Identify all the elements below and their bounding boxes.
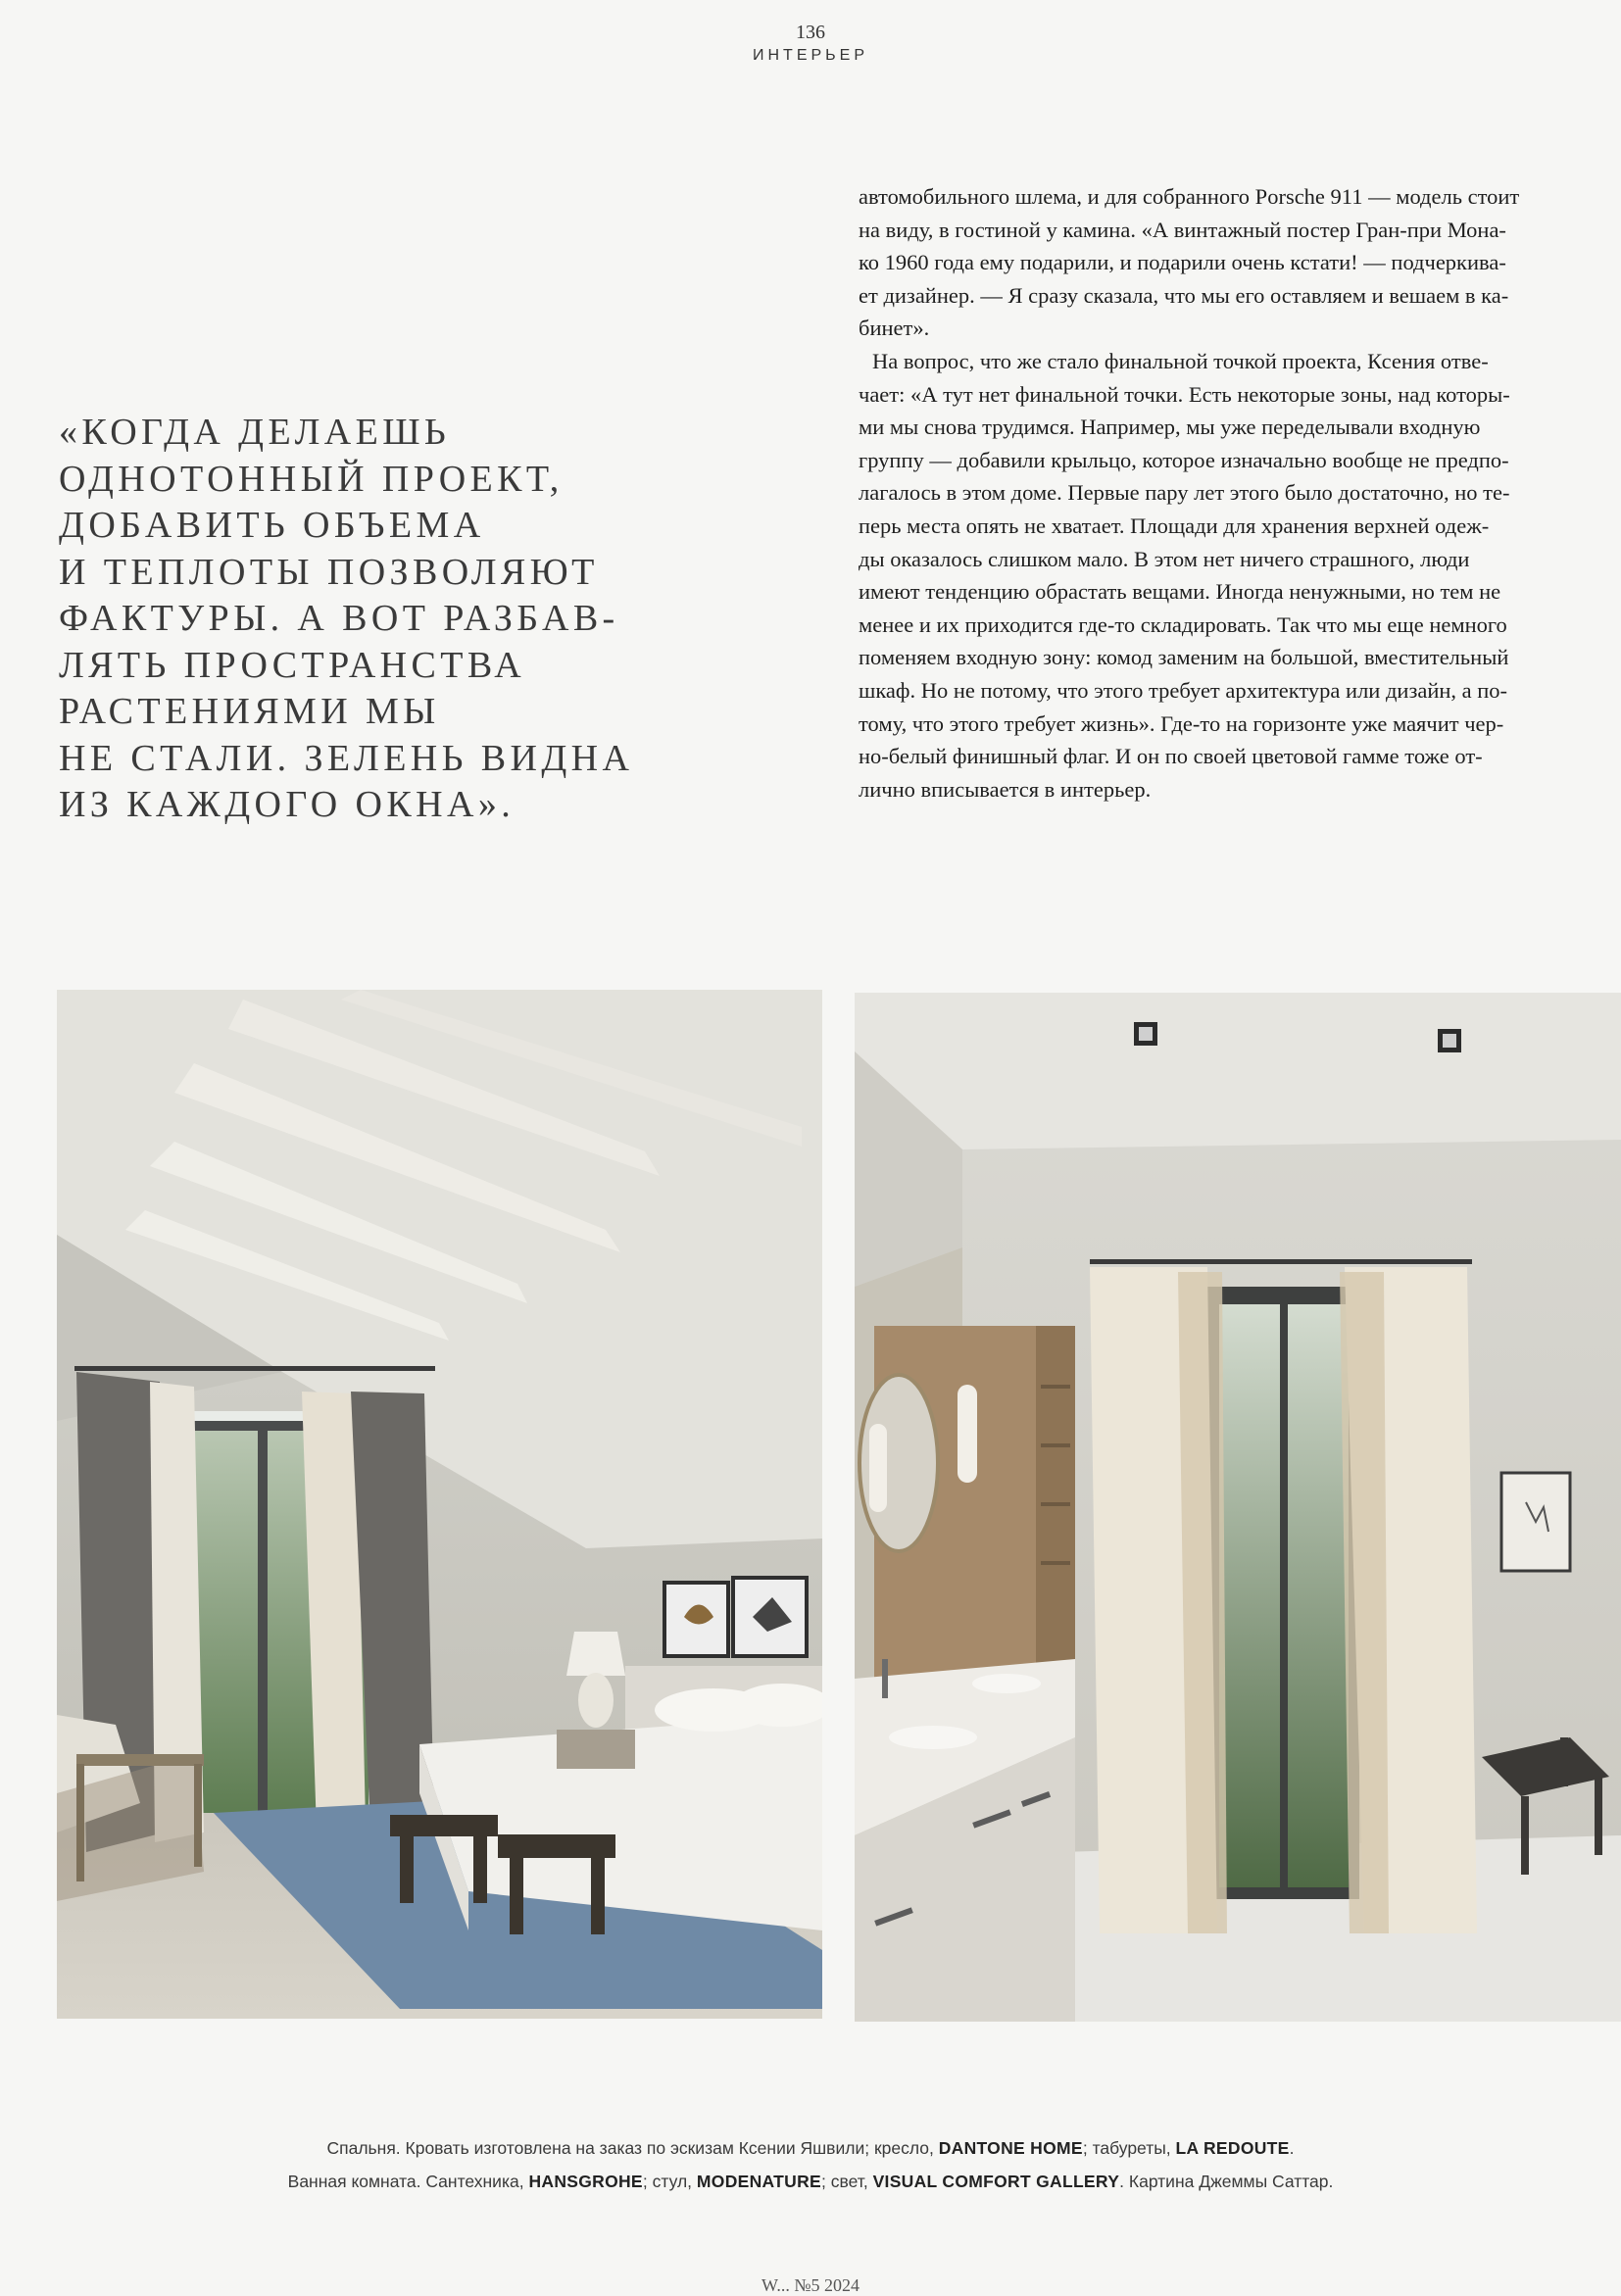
- article-line: бинет».: [859, 316, 930, 341]
- article-line: автомобильного шлема, и для собранного Porsche 911 — модель стоит: [859, 184, 1520, 209]
- article-line: лично вписывается в интерьер.: [859, 776, 1152, 802]
- magazine-footer: W... №5 2024: [761, 2275, 860, 2295]
- article-line: перь места опять не хватает. Площади для хранения верхней одеж-: [859, 513, 1490, 538]
- caption-text: .: [1289, 2138, 1295, 2158]
- article-line: поменяем входную зону: комод заменим на большой, вместительный: [859, 645, 1509, 670]
- quote-line: НЕ СТАЛИ. ЗЕЛЕНЬ ВИДНА: [59, 737, 634, 779]
- caption-bathroom: [0, 2172, 1621, 2192]
- article-line: ко 1960 года ему подарили, и подарили очень кстати! — подчеркива-: [859, 250, 1506, 275]
- quote-line: ФАКТУРЫ. А ВОТ РАЗБАВ-: [59, 598, 619, 639]
- caption-brand: VISUAL COMFORT GALLERY: [872, 2172, 1120, 2191]
- pull-quote: [59, 410, 706, 829]
- quote-line: ЛЯТЬ ПРОСТРАНСТВА: [59, 644, 526, 686]
- caption-text: ; свет,: [821, 2172, 873, 2191]
- article-line: ды оказалось слишком мало. В этом нет ничего страшного, люди: [859, 546, 1470, 571]
- article-line: ет дизайнер. — Я сразу сказала, что мы его оставляем и вешаем в ка-: [859, 282, 1509, 308]
- article-line: ми мы снова трудимся. Например, мы уже переделывали входную: [859, 415, 1481, 440]
- quote-line: РАСТЕНИЯМИ МЫ: [59, 691, 440, 732]
- caption-text: Ванная комната. Сантехника,: [287, 2172, 529, 2191]
- article-line: лагалось в этом доме. Первые пару лет этого было достаточно, но те-: [859, 480, 1510, 506]
- caption-brand: HANSGROHE: [528, 2172, 643, 2191]
- article-line: имеют тенденцию обрастать вещами. Иногда ненужными, но тем не: [859, 579, 1501, 605]
- caption-text: ; стул,: [642, 2172, 697, 2191]
- quote-line: И ТЕПЛОТЫ ПОЗВОЛЯЮТ: [59, 551, 599, 593]
- quote-line: ДОБАВИТЬ ОБЪЕМА: [59, 505, 485, 546]
- article-line: но-белый финишный флаг. И он по своей цветовой гамме тоже от-: [859, 744, 1483, 769]
- article-line: На вопрос, что же стало финальной точкой проекта, Ксения отве-: [872, 348, 1489, 373]
- caption-brand: LA REDOUTE: [1175, 2138, 1290, 2158]
- caption-brand: DANTONE HOME: [938, 2138, 1083, 2158]
- quote-line: «КОГДА ДЕЛАЕШЬ: [59, 412, 451, 453]
- article-line: шкаф. Но не потому, что этого требует архитектура или дизайн, а по-: [859, 677, 1508, 703]
- article-line: тому, что этого требует жизнь». Где-то на горизонте уже маячит чер-: [859, 710, 1504, 736]
- bedroom-photo: [57, 990, 822, 2019]
- article-line: группу — добавили крыльцо, которое изначально вообще не предпо-: [859, 447, 1509, 472]
- article-line: менее и их приходится где-то складировать. Так что мы еще немного: [859, 611, 1507, 637]
- article-line: на виду, в гостиной у камина. «А винтажный постер Гран-при Мона-: [859, 217, 1506, 242]
- article-line: чает: «А тут нет финальной точки. Есть некоторые зоны, над которы-: [859, 381, 1510, 407]
- quote-line: ИЗ КАЖДОГО ОКНА».: [59, 784, 516, 825]
- bathroom-photo: [855, 993, 1621, 2022]
- page-number: 136: [796, 22, 825, 43]
- caption-bedroom: [0, 2138, 1621, 2159]
- caption-brand: MODENATURE: [696, 2172, 822, 2191]
- article-text: [859, 180, 1621, 806]
- caption-text: ; табуреты,: [1082, 2138, 1176, 2158]
- quote-line: ОДНОТОННЫЙ ПРОЕКТ,: [59, 458, 564, 500]
- section-label: ИНТЕРЬЕР: [752, 47, 868, 64]
- caption-text: . Картина Джеммы Саттар.: [1119, 2172, 1334, 2191]
- caption-text: Спальня. Кровать изготовлена на заказ по эскизам Ксении Яшвили; кресло,: [326, 2138, 939, 2158]
